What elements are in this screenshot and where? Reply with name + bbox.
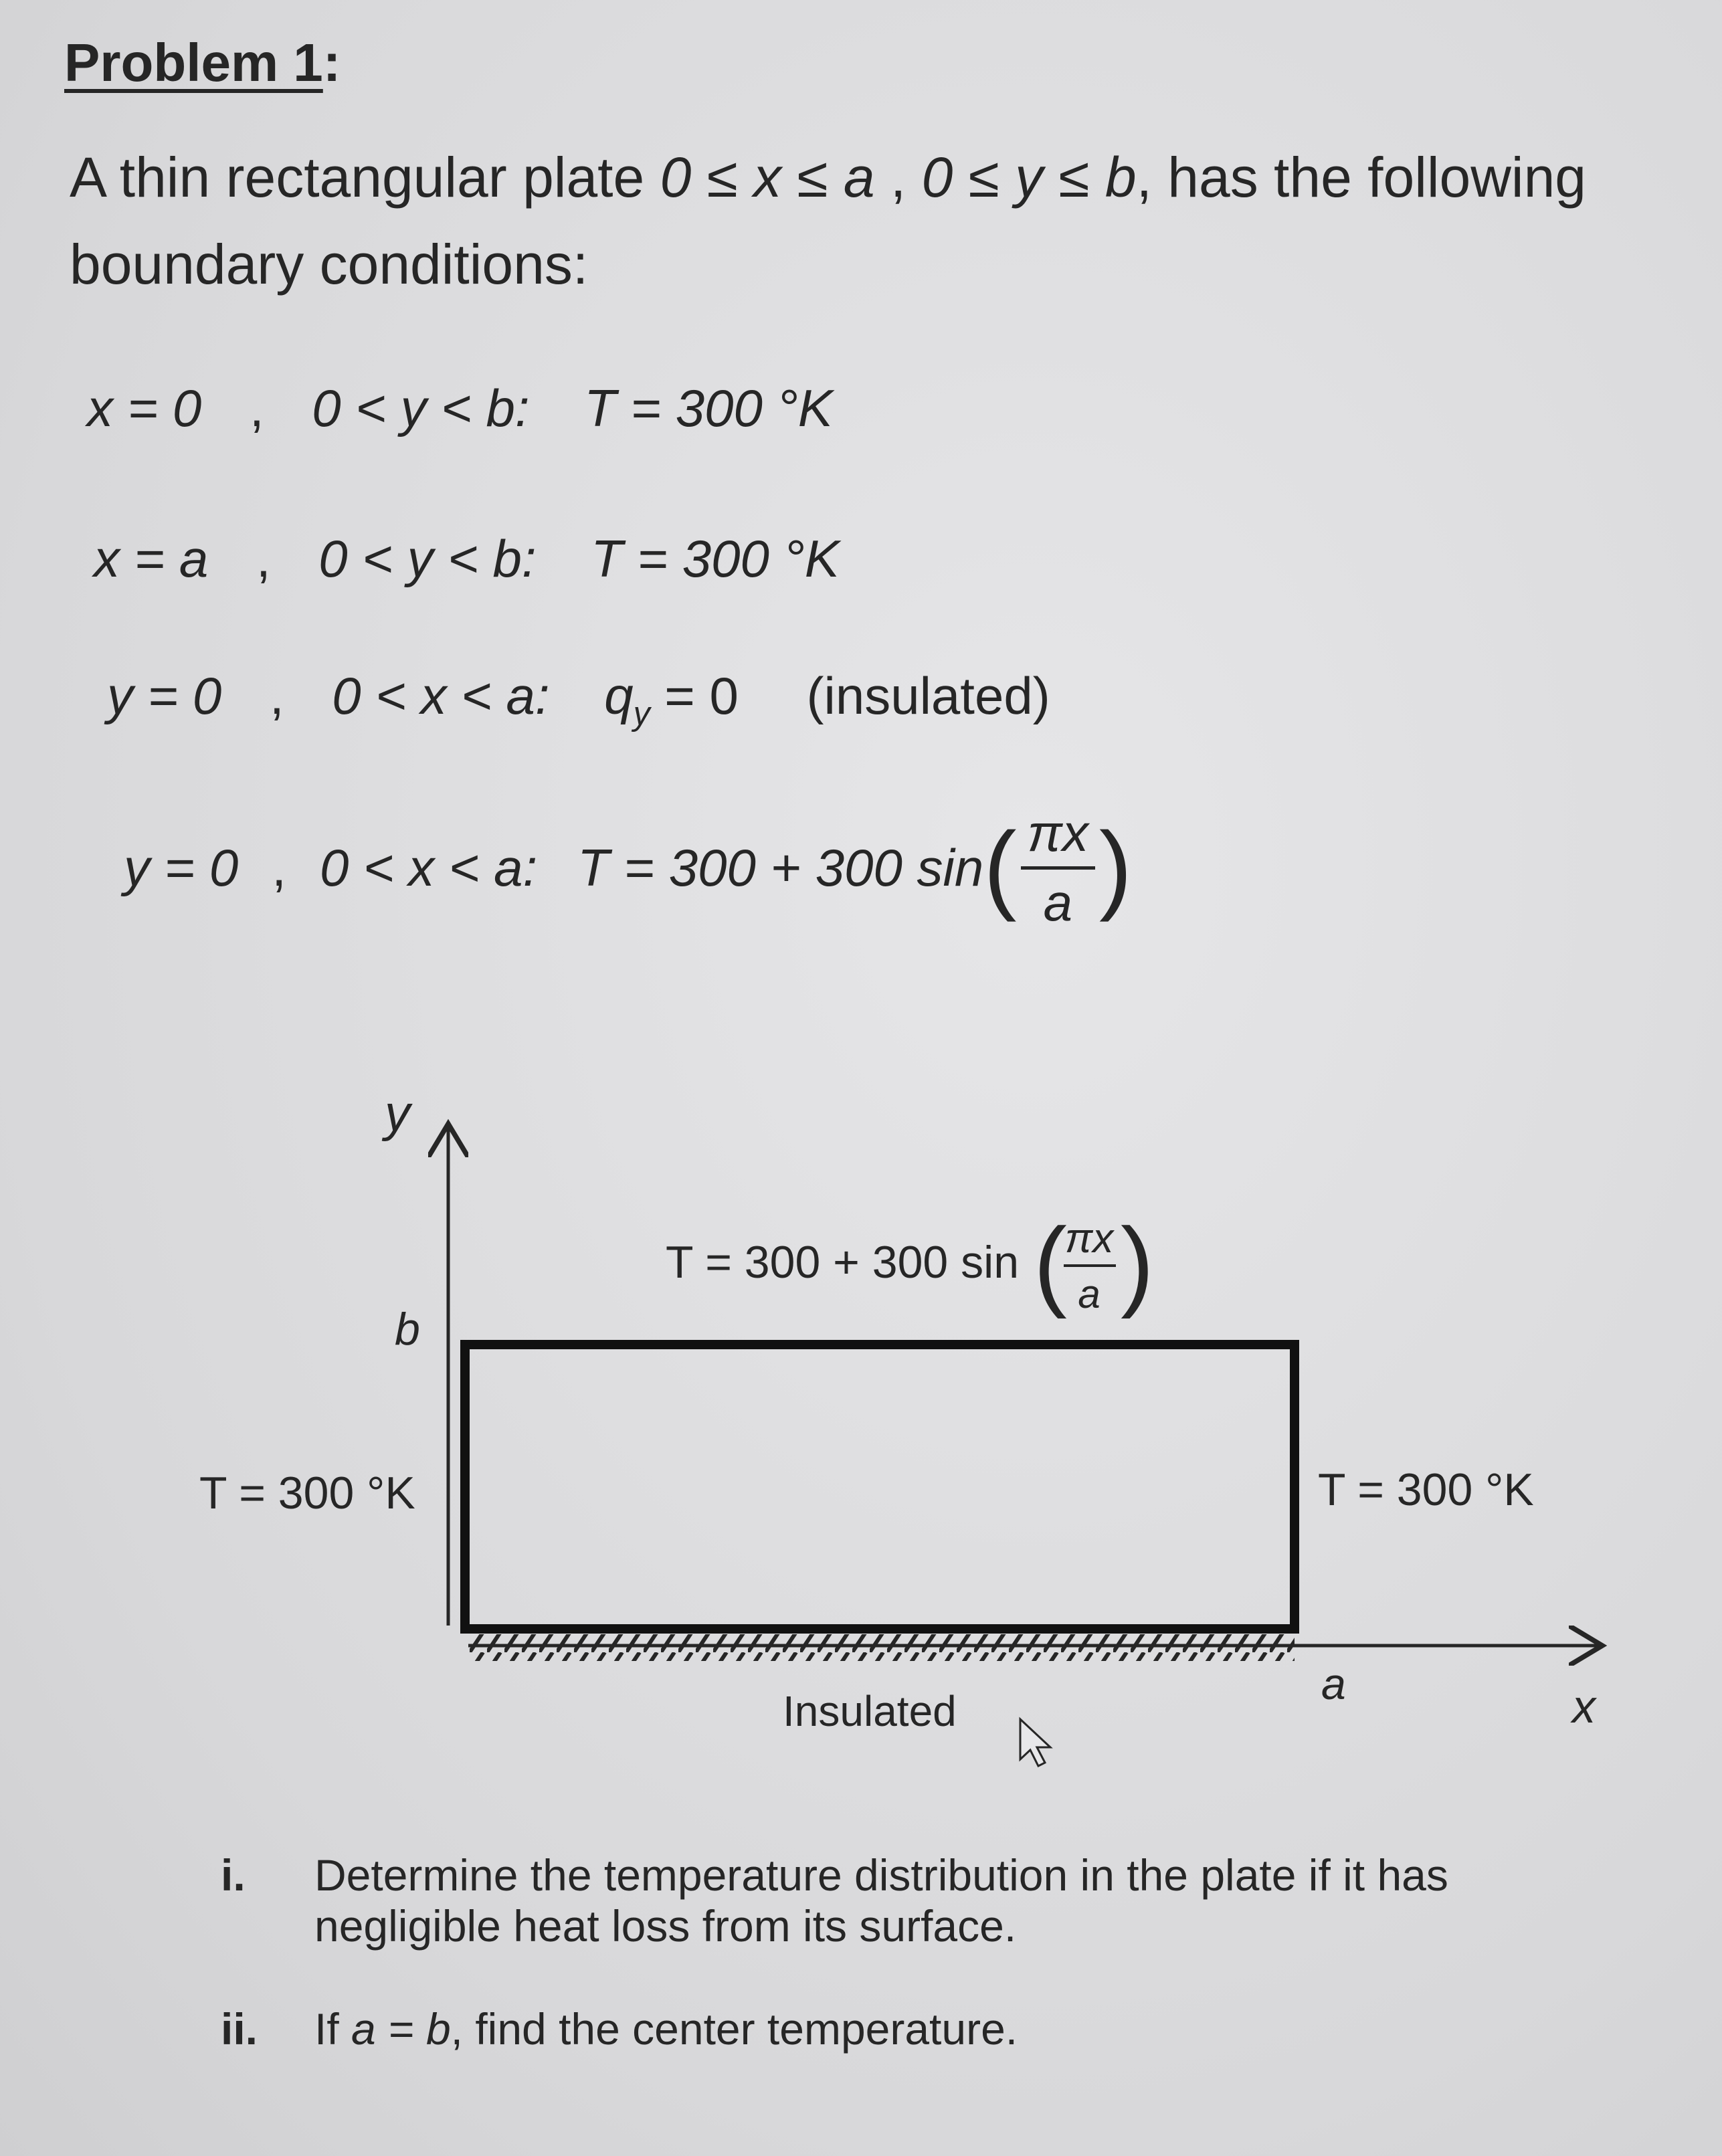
plate-diagram bbox=[0, 1070, 1722, 1779]
condition-row-2 bbox=[94, 528, 840, 589]
problem-title bbox=[64, 32, 341, 94]
top-boundary-formula: T = 300 + 300 sin bbox=[666, 1237, 1020, 1288]
condition-edge: y = 0 bbox=[107, 666, 222, 725]
problem-title-colon: : bbox=[322, 33, 341, 92]
intro-text-start: A thin rectangular plate bbox=[70, 146, 660, 209]
condition-row-4 bbox=[124, 803, 1132, 933]
intro-separator: , bbox=[874, 146, 922, 209]
condition-row-3 bbox=[107, 666, 1050, 733]
fraction bbox=[1021, 803, 1095, 933]
question-marker: ii. bbox=[221, 2004, 258, 2054]
left-boundary-label: T = 300 °K bbox=[199, 1468, 415, 1518]
condition-range: 0 < x < a: bbox=[332, 666, 550, 725]
right-boundary-label: T = 300 °K bbox=[1318, 1464, 1534, 1515]
condition-sep: , bbox=[272, 838, 286, 897]
condition-note: (insulated) bbox=[806, 666, 1050, 725]
condition-sep: , bbox=[249, 379, 264, 437]
problem-intro bbox=[70, 134, 1662, 308]
x-axis-label: x bbox=[1572, 1680, 1596, 1733]
condition-edge: x = 0 bbox=[87, 379, 202, 437]
question-1 bbox=[221, 1850, 1448, 1951]
condition-value: T = 300 °K bbox=[584, 379, 833, 437]
y-axis-label: y bbox=[385, 1085, 410, 1142]
question-2 bbox=[221, 2003, 1018, 2054]
condition-value: T = 300 °K bbox=[591, 529, 840, 588]
open-paren-icon: ( bbox=[983, 812, 1017, 923]
intro-text-end: , has the following bbox=[1136, 146, 1587, 209]
fraction-denominator: a bbox=[1043, 873, 1072, 932]
question-text-pre: If bbox=[314, 2004, 352, 2054]
question-marker: i. bbox=[221, 1850, 246, 1900]
condition-range: 0 < x < a: bbox=[319, 838, 538, 897]
problem-title-text: Problem 1 bbox=[64, 33, 323, 92]
insulated-hatching bbox=[468, 1634, 1295, 1661]
intro-line-2: boundary conditions: bbox=[70, 233, 589, 296]
condition-value: T = 300 + 300 sin bbox=[577, 838, 984, 897]
condition-edge: y = 0 bbox=[124, 838, 239, 897]
close-paren-icon: ) bbox=[1098, 812, 1133, 923]
intro-range-x: 0 ≤ x ≤ a bbox=[660, 146, 875, 209]
condition-row-1 bbox=[87, 378, 833, 439]
condition-sep: , bbox=[256, 529, 271, 588]
mouse-cursor-icon bbox=[1020, 1719, 1050, 1766]
bottom-boundary-label: Insulated bbox=[783, 1687, 957, 1735]
condition-edge: x = a bbox=[94, 529, 209, 588]
fraction-numerator: πx bbox=[1021, 803, 1095, 870]
plate-rectangle bbox=[465, 1345, 1295, 1629]
question-text-line-1: Determine the temperature distribution in the plate if it has bbox=[314, 1850, 1448, 1900]
label-a: a bbox=[1321, 1659, 1346, 1708]
condition-sep: , bbox=[269, 666, 284, 725]
condition-value: q bbox=[604, 666, 634, 725]
top-close-paren-icon: ) bbox=[1121, 1207, 1154, 1319]
top-fraction-denominator: a bbox=[1078, 1272, 1101, 1316]
condition-range: 0 < y < b: bbox=[312, 379, 530, 437]
question-text-post: , find the center temperature. bbox=[450, 2004, 1018, 2054]
condition-value-subscript: y bbox=[633, 694, 650, 732]
intro-range-y: 0 ≤ y ≤ b bbox=[921, 146, 1137, 209]
condition-range: 0 < y < b: bbox=[318, 529, 537, 588]
label-b: b bbox=[395, 1304, 420, 1355]
question-text-line-2: negligible heat loss from its surface. bbox=[314, 1901, 1017, 1951]
question-math: a = b bbox=[351, 2004, 451, 2054]
condition-value-rest: = 0 bbox=[650, 666, 739, 725]
top-fraction-numerator: πx bbox=[1064, 1215, 1114, 1262]
top-open-paren-icon: ( bbox=[1034, 1207, 1067, 1319]
